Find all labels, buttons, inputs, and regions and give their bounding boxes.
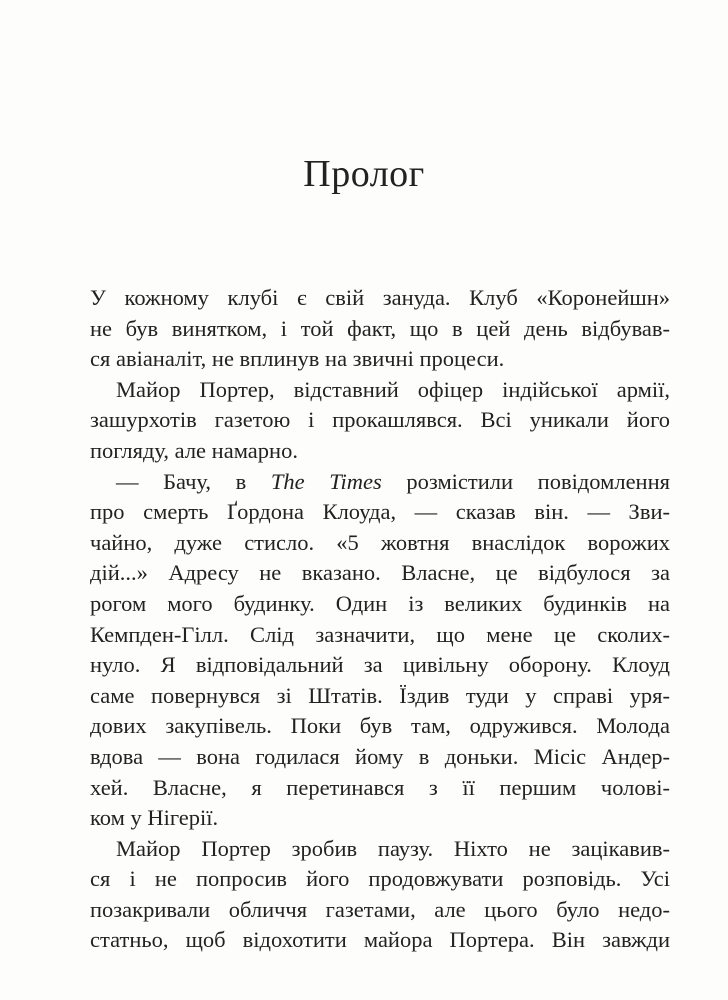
- text-line: хей. Власне, я перетинався з її першим чолові-: [90, 774, 670, 800]
- text-line: нуло. Я відповідальний за цивільну оборону. Клоуд: [90, 652, 670, 678]
- text-line: [90, 467, 670, 498]
- text-segment: — Бачу, в: [116, 468, 271, 494]
- text-line: Кемпден-Гілл. Слід зазначити, що мене це сколих-: [90, 621, 670, 647]
- text-line: ком у Нігерії.: [90, 805, 219, 831]
- text-line: про смерть Ґордона Клоуда, — сказав він. — Зви-: [90, 499, 670, 525]
- text-segment: розмістили повідомлення: [381, 468, 670, 494]
- text-line: дових закупівель. Поки був там, одружився. Молода: [90, 713, 670, 739]
- text-line: зашурхотів газетою і прокашлявся. Всі уникали його: [90, 407, 670, 433]
- text-line: ся авіаналіт, не вплинув на звичні процеси.: [90, 346, 505, 372]
- text-line: позакривали обличчя газетами, але цього було недо-: [90, 896, 670, 922]
- text-line: чайно, дуже стисло. «5 жовтня внаслідок ворожих: [90, 529, 670, 555]
- chapter-title: Пролог: [303, 153, 425, 195]
- text-line: саме повернувся зі Штатів. Їздив туди у справі уря-: [90, 682, 670, 708]
- text-line: ся і не попросив його продовжувати розповідь. Усі: [90, 866, 670, 892]
- text-line: У кожному клубі є свій зануда. Клуб «Коронейшн»: [90, 285, 670, 310]
- text-line: Майор Портер зробив паузу. Ніхто не зацікавив-: [116, 835, 670, 861]
- text-line: Майор Портер, відставний офіцер індійської армії,: [116, 376, 670, 402]
- newspaper-title: The Times: [270, 468, 382, 494]
- text-line: не був винятком, і той факт, що в цей день відбував-: [90, 315, 670, 341]
- body-text: [90, 283, 670, 956]
- text-line: погляду, але намарно.: [90, 437, 298, 463]
- text-line: статньо, щоб відохотити майора Портера. Він завжди: [90, 927, 670, 953]
- text-line: вдова — вона годилася йому в доньки. Місіс Андер-: [90, 743, 670, 769]
- text-line: рогом мого будинку. Один із великих будинків на: [90, 590, 670, 616]
- text-line: дій...» Адресу не вказано. Власне, це відбулося за: [90, 560, 670, 586]
